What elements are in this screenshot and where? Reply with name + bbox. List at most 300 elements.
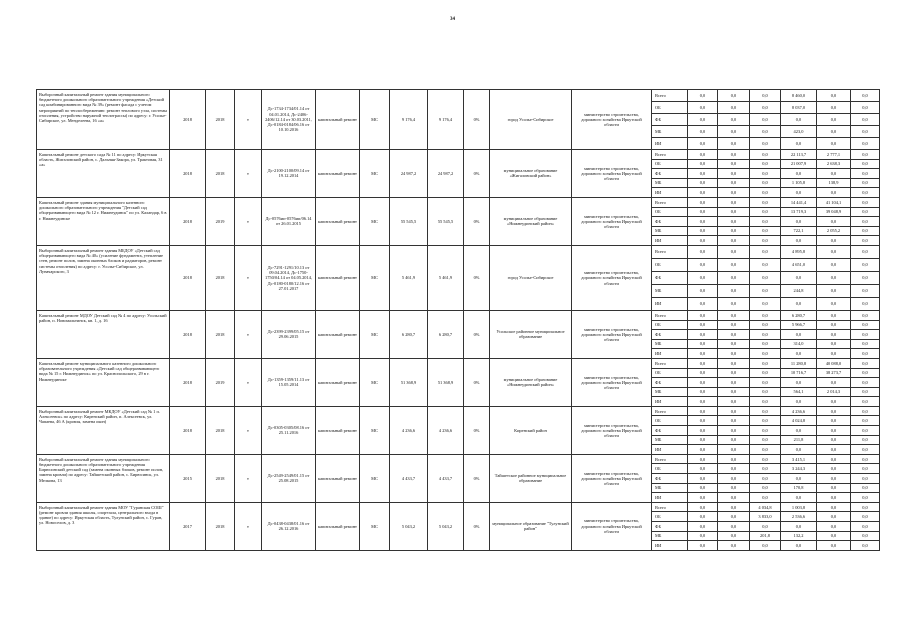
funding-value: 0,0: [851, 114, 880, 126]
end-year: 2018: [206, 150, 235, 198]
responsible-body: министерство строительства, дорожного хозяйства Иркутской области: [572, 454, 652, 502]
funding-value: 0,0: [781, 236, 817, 246]
estimated-cost: 5 043,2: [390, 502, 428, 550]
funding-value: 0,0: [851, 522, 880, 532]
funding-value: 0,0: [688, 102, 718, 114]
funding-value: 0,0: [718, 330, 750, 340]
funding-value: 0,0: [750, 358, 781, 368]
funding-source: ОБ: [652, 159, 688, 169]
funding-value: 0,0: [688, 502, 718, 512]
end-year: 2019: [206, 358, 235, 406]
project-description: Выборочный капитальный ремонт здания МБДОУ «Детский сад общеразвивающего вида № 40» (усиление фундамента, утепление стен, ремонт полов, замена оконных блоков и радиаторов, ремонт системы отопления) по адресу: г. Усолье-Сибирское, ул. Луначарского, 3: [37, 245, 170, 310]
end-year: 2018: [206, 90, 235, 150]
funding-value: 0,0: [817, 406, 851, 416]
funding-source: ИИ: [652, 188, 688, 198]
category-cell: МС: [360, 90, 390, 150]
funding-value: 0,0: [851, 339, 880, 349]
customer-cell: Тайшетское районное муниципальное образование: [490, 454, 572, 502]
funding-value: 0,0: [750, 126, 781, 138]
responsible-body: министерство строительства, дорожного хозяйства Иркутской области: [572, 197, 652, 245]
category-cell: МС: [360, 454, 390, 502]
remaining-cost: 5 461,9: [428, 245, 464, 310]
funding-value: 1 105,8: [781, 178, 817, 188]
funding-value: 0,0: [750, 454, 781, 464]
project-description: Выборочный капитальный ремонт здания муниципального бюджетного дошкольного образовательного учреждения «Детский сад комбинированного вида № 39» (ремонт фасада с учетом мероприятий по теплосбережению: ремонт теплового узла, системы отопления, устройство наружной теплотрассы) по адресу: г. Усолье-Сибирское, ул. Менделеева, 16 «а»: [37, 90, 170, 150]
customer-cell: Усольское районное муниципальное образование: [490, 310, 572, 358]
funding-value: 0,0: [851, 512, 880, 522]
funding-source: ФБ: [652, 330, 688, 340]
funding-value: 0,0: [688, 397, 718, 407]
funding-value: 0,0: [688, 349, 718, 359]
funding-value: 0,0: [750, 159, 781, 169]
funding-value: 0,0: [817, 349, 851, 359]
funding-value: 0,0: [688, 207, 718, 217]
funding-value: 0,0: [851, 320, 880, 330]
readiness-percent: 0%: [464, 406, 490, 454]
funding-value: 0,0: [851, 387, 880, 397]
end-year: 2018: [206, 502, 235, 550]
funding-value: 0,0: [817, 138, 851, 150]
funding-value: 0,0: [718, 320, 750, 330]
investment-program-table: [36, 89, 880, 551]
funding-value: 0,0: [851, 531, 880, 541]
work-type: капитальный ремонт: [316, 454, 360, 502]
funding-value: 0,0: [750, 138, 781, 150]
funding-value: 0,0: [750, 297, 781, 310]
funding-value: 0,0: [688, 320, 718, 330]
funding-source: Всего: [652, 90, 688, 102]
funding-value: 4 895,8: [781, 245, 817, 258]
customer-cell: муниципальное образование «Нижнеудинский район»: [490, 197, 572, 245]
work-type: капитальный ремонт: [316, 197, 360, 245]
funding-source: ОБ: [652, 207, 688, 217]
funding-value: 6 280,7: [781, 310, 817, 320]
funding-value: 0,0: [817, 245, 851, 258]
funding-value: 0,0: [750, 416, 781, 426]
funding-value: 0,0: [851, 330, 880, 340]
funding-value: 0,0: [781, 217, 817, 227]
funding-value: 0,0: [851, 188, 880, 198]
funding-value: 0,0: [851, 258, 880, 271]
funding-value: 0,0: [750, 339, 781, 349]
funding-value: 2 055,2: [817, 226, 851, 236]
table-row: [37, 150, 880, 160]
funding-value: 0,0: [718, 531, 750, 541]
funding-value: 0,0: [750, 406, 781, 416]
funding-value: 244,8: [781, 284, 817, 297]
funding-value: 0,0: [718, 245, 750, 258]
funding-value: 0,0: [851, 236, 880, 246]
funding-source: ФБ: [652, 114, 688, 126]
funding-value: 0,0: [817, 397, 851, 407]
responsible-body: министерство строительства, дорожного хозяйства Иркутской области: [572, 502, 652, 550]
funding-value: 0,0: [851, 178, 880, 188]
readiness-percent: 0%: [464, 197, 490, 245]
funding-value: 0,0: [718, 397, 750, 407]
funding-source: МБ: [652, 178, 688, 188]
project-description: Капитальный ремонт здания муниципального казенного дошкольного образовательного учреждения "Детский сад общеразвивающего вида № 12 г. Нижнеудинск" по ул. Каландар, 6 в г. Нижнеудинске: [37, 197, 170, 245]
funding-value: 0,0: [817, 126, 851, 138]
funding-value: 0,0: [781, 188, 817, 198]
funding-value: 0,0: [781, 349, 817, 359]
funding-source: ОБ: [652, 320, 688, 330]
funding-value: 13 719,3: [781, 207, 817, 217]
expertise-conclusion: Дс-0305-0305/08.16 от 25.11.2016: [262, 406, 316, 454]
funding-value: 0,0: [851, 197, 880, 207]
funding-value: 0,0: [817, 416, 851, 426]
funding-value: 0,0: [851, 474, 880, 484]
funding-value: 0,0: [817, 531, 851, 541]
funding-value: 0,0: [688, 284, 718, 297]
end-year: 2018: [206, 310, 235, 358]
funding-value: 0,0: [750, 426, 781, 436]
funding-value: 0,0: [718, 502, 750, 512]
table-body: [37, 90, 880, 551]
funding-value: 0,0: [718, 138, 750, 150]
funding-value: 0,0: [781, 297, 817, 310]
category-cell: МС: [360, 310, 390, 358]
funding-value: 0,0: [750, 330, 781, 340]
unit-cell: т: [235, 150, 262, 198]
funding-value: 0,0: [688, 90, 718, 102]
category-cell: МС: [360, 197, 390, 245]
funding-value: 0,0: [718, 483, 750, 493]
funding-value: 0,0: [817, 445, 851, 455]
funding-value: 0,0: [688, 512, 718, 522]
funding-value: 0,0: [718, 474, 750, 484]
funding-value: 0,0: [750, 378, 781, 388]
remaining-cost: 4 433,7: [428, 454, 464, 502]
funding-value: 0,0: [688, 387, 718, 397]
funding-value: 0,0: [750, 349, 781, 359]
unit-cell: т: [235, 197, 262, 245]
funding-value: 0,0: [750, 310, 781, 320]
funding-value: 4 651,0: [781, 258, 817, 271]
funding-value: 0,0: [688, 531, 718, 541]
funding-value: 0,0: [817, 102, 851, 114]
project-description: Выборочный капитальный ремонт МКДОУ «Детский сад № 1 п. Алексеевск» по адресу: Киренский район, п. Алексеевск, ул. Чапаева, 46 А (кровля, замена окон): [37, 406, 170, 454]
funding-value: 2 536,6: [781, 512, 817, 522]
funding-value: 0,0: [718, 512, 750, 522]
funding-value: 0,0: [851, 541, 880, 551]
funding-value: 0,0: [688, 178, 718, 188]
funding-value: 0,0: [688, 138, 718, 150]
responsible-body: министерство строительства, дорожного хозяйства Иркутской области: [572, 90, 652, 150]
funding-value: 0,0: [718, 159, 750, 169]
funding-value: 0,0: [688, 188, 718, 198]
funding-value: 0,0: [817, 522, 851, 532]
responsible-body: министерство строительства, дорожного хозяйства Иркутской области: [572, 150, 652, 198]
funding-source: ФБ: [652, 426, 688, 436]
funding-value: 0,0: [851, 271, 880, 284]
funding-value: 0,0: [688, 159, 718, 169]
funding-value: 0,0: [851, 406, 880, 416]
funding-source: ОБ: [652, 464, 688, 474]
funding-value: 0,0: [750, 226, 781, 236]
readiness-percent: 0%: [464, 358, 490, 406]
funding-source: ОБ: [652, 102, 688, 114]
start-year: 2018: [170, 197, 206, 245]
funding-value: 0,0: [718, 236, 750, 246]
remaining-cost: 24 987,2: [428, 150, 464, 198]
funding-value: 0,0: [718, 445, 750, 455]
funding-source: Всего: [652, 406, 688, 416]
funding-source: МБ: [652, 435, 688, 445]
funding-value: 0,0: [688, 236, 718, 246]
funding-value: 0,0: [817, 435, 851, 445]
remaining-cost: 5 043,2: [428, 502, 464, 550]
funding-value: 0,0: [718, 207, 750, 217]
funding-value: 2 638,3: [817, 159, 851, 169]
funding-value: 0,0: [688, 330, 718, 340]
funding-source: ФБ: [652, 217, 688, 227]
funding-value: 41 104,1: [817, 197, 851, 207]
funding-value: 0,0: [851, 297, 880, 310]
funding-value: 0,0: [688, 416, 718, 426]
funding-value: 0,0: [750, 483, 781, 493]
funding-value: 0,0: [718, 416, 750, 426]
remaining-cost: 6 280,7: [428, 310, 464, 358]
funding-value: 0,0: [750, 387, 781, 397]
project-description: Капитальный ремонт детского сада № 11 по адресу: Иркутская область, Жигаловский район, с. Дальняя-Закора, ул. Трактовая, 31 «а»: [37, 150, 170, 198]
category-cell: МС: [360, 245, 390, 310]
funding-value: 0,0: [750, 474, 781, 484]
table-row: [37, 310, 880, 320]
unit-cell: т: [235, 406, 262, 454]
end-year: 2018: [206, 454, 235, 502]
funding-source: Всего: [652, 310, 688, 320]
funding-value: 170,8: [781, 483, 817, 493]
funding-value: 0,0: [851, 454, 880, 464]
funding-value: 0,0: [688, 258, 718, 271]
funding-value: 0,0: [781, 493, 817, 503]
funding-value: 314,0: [781, 339, 817, 349]
funding-value: 0,0: [718, 349, 750, 359]
funding-value: 0,0: [851, 150, 880, 160]
funding-value: 0,0: [750, 102, 781, 114]
table-row: [37, 90, 880, 102]
funding-value: 0,0: [817, 90, 851, 102]
funding-value: 0,0: [851, 397, 880, 407]
funding-value: 0,0: [781, 378, 817, 388]
estimated-cost: 9 176,4: [390, 90, 428, 150]
funding-value: 0,0: [781, 271, 817, 284]
funding-value: 0,0: [750, 397, 781, 407]
funding-value: 4 034,8: [750, 502, 781, 512]
funding-value: 0,0: [750, 90, 781, 102]
unit-cell: т: [235, 245, 262, 310]
table-row: [37, 454, 880, 464]
funding-source: МБ: [652, 339, 688, 349]
unit-cell: т: [235, 502, 262, 550]
funding-value: 0,0: [851, 493, 880, 503]
table-row: [37, 358, 880, 368]
funding-value: 0,0: [781, 114, 817, 126]
expertise-conclusion: Дс-0438-0438/01.16 от 26.12.2016: [262, 502, 316, 550]
funding-source: ИИ: [652, 236, 688, 246]
funding-source: МБ: [652, 284, 688, 297]
funding-value: 0,0: [750, 522, 781, 532]
funding-value: 0,0: [750, 435, 781, 445]
funding-value: 0,0: [688, 339, 718, 349]
funding-value: 0,0: [718, 378, 750, 388]
funding-value: 0,0: [718, 126, 750, 138]
funding-value: 0,0: [688, 226, 718, 236]
remaining-cost: 55 545,5: [428, 197, 464, 245]
funding-value: 0,0: [817, 426, 851, 436]
funding-value: 40 088,0: [817, 358, 851, 368]
funding-value: 0,0: [817, 271, 851, 284]
estimated-cost: 6 280,7: [390, 310, 428, 358]
customer-cell: муниципальное образование «Нижнеудинский район»: [490, 358, 572, 406]
funding-source: ОБ: [652, 368, 688, 378]
start-year: 2018: [170, 358, 206, 406]
funding-value: 0,0: [718, 368, 750, 378]
funding-source: ИИ: [652, 297, 688, 310]
funding-value: 0,0: [718, 454, 750, 464]
funding-value: 0,0: [688, 197, 718, 207]
start-year: 2018: [170, 245, 206, 310]
customer-cell: Киренский район: [490, 406, 572, 454]
funding-source: Всего: [652, 150, 688, 160]
funding-value: 0,0: [817, 188, 851, 198]
funding-value: 0,0: [781, 522, 817, 532]
funding-value: 0,0: [750, 169, 781, 179]
funding-value: 211,8: [781, 435, 817, 445]
customer-cell: муниципальное образование «Жигаловский район»: [490, 150, 572, 198]
funding-value: 0,0: [718, 197, 750, 207]
funding-value: 21 007,9: [781, 159, 817, 169]
start-year: 2018: [170, 310, 206, 358]
funding-value: 0,0: [718, 387, 750, 397]
project-description: Капитальный ремонт МДОУ Детский сад № 4 по адресу: Усольский район, п. Новомальтинск, кв. 1, д. 16: [37, 310, 170, 358]
funding-source: ИИ: [652, 349, 688, 359]
funding-value: 4 236,6: [781, 406, 817, 416]
unit-cell: т: [235, 310, 262, 358]
funding-value: 0,0: [817, 483, 851, 493]
funding-source: Всего: [652, 502, 688, 512]
funding-value: 0,0: [718, 339, 750, 349]
start-year: 2015: [170, 454, 206, 502]
funding-value: 0,0: [817, 114, 851, 126]
readiness-percent: 0%: [464, 502, 490, 550]
estimated-cost: 5 461,9: [390, 245, 428, 310]
funding-value: 423,0: [781, 126, 817, 138]
funding-value: 0,0: [750, 368, 781, 378]
funding-value: 0,0: [851, 90, 880, 102]
funding-value: 0,0: [817, 169, 851, 179]
table-row: [37, 197, 880, 207]
funding-source: ОБ: [652, 416, 688, 426]
estimated-cost: 55 545,5: [390, 197, 428, 245]
funding-value: 38 273,7: [817, 368, 851, 378]
funding-value: 0,0: [851, 226, 880, 236]
work-type: капитальный ремонт: [316, 245, 360, 310]
funding-value: 0,0: [688, 493, 718, 503]
funding-value: 0,0: [817, 474, 851, 484]
funding-value: 0,0: [688, 126, 718, 138]
funding-value: 0,0: [851, 245, 880, 258]
funding-value: 0,0: [750, 236, 781, 246]
remaining-cost: 4 236,6: [428, 406, 464, 454]
funding-value: 0,0: [817, 378, 851, 388]
funding-value: 0,0: [851, 217, 880, 227]
funding-value: 0,0: [750, 284, 781, 297]
funding-value: 0,0: [851, 169, 880, 179]
funding-value: 0,0: [718, 271, 750, 284]
funding-source: Всего: [652, 197, 688, 207]
funding-value: 3 833,0: [750, 512, 781, 522]
funding-value: 0,0: [750, 217, 781, 227]
funding-source: МБ: [652, 483, 688, 493]
funding-value: 22 113,7: [781, 150, 817, 160]
funding-source: МБ: [652, 387, 688, 397]
funding-source: ИИ: [652, 445, 688, 455]
funding-value: 564,1: [781, 387, 817, 397]
funding-value: 0,0: [688, 358, 718, 368]
funding-value: 0,0: [817, 330, 851, 340]
funding-source: ОБ: [652, 512, 688, 522]
funding-value: 138,9: [817, 178, 851, 188]
expertise-conclusion: Дс-1734-1734/01.14 от 04.01.2014, Дс-2406-2406/12.14 от 30.03.2011, Дс-0184-0184/06.16 от 10.10.2016: [262, 90, 316, 150]
funding-value: 0,0: [688, 114, 718, 126]
funding-value: 0,0: [781, 474, 817, 484]
customer-cell: город Усолье-Сибирское: [490, 90, 572, 150]
funding-value: 0,0: [851, 310, 880, 320]
funding-value: 0,0: [688, 368, 718, 378]
expertise-conclusion: Дс-2549-2549/01.15 от 25.08.2015: [262, 454, 316, 502]
start-year: 2018: [170, 90, 206, 150]
unit-cell: т: [235, 454, 262, 502]
funding-value: 0,0: [851, 464, 880, 474]
readiness-percent: 0%: [464, 454, 490, 502]
readiness-percent: 0%: [464, 245, 490, 310]
funding-value: 0,0: [851, 138, 880, 150]
funding-value: 0,0: [781, 169, 817, 179]
category-cell: МС: [360, 358, 390, 406]
funding-source: Всего: [652, 454, 688, 464]
funding-value: 0,0: [750, 445, 781, 455]
funding-value: 0,0: [750, 541, 781, 551]
funding-value: 0,0: [750, 150, 781, 160]
work-type: капитальный ремонт: [316, 150, 360, 198]
funding-value: 0,0: [817, 217, 851, 227]
unit-cell: т: [235, 358, 262, 406]
work-type: капитальный ремонт: [316, 90, 360, 150]
funding-value: 0,0: [851, 426, 880, 436]
funding-value: 1 003,8: [781, 502, 817, 512]
funding-value: 0,0: [750, 464, 781, 474]
funding-source: ОБ: [652, 258, 688, 271]
funding-value: 0,0: [781, 397, 817, 407]
funding-value: 0,0: [750, 493, 781, 503]
funding-value: 8 460,0: [781, 90, 817, 102]
funding-value: 0,0: [817, 310, 851, 320]
funding-value: 0,0: [817, 320, 851, 330]
funding-value: 39 048,9: [817, 207, 851, 217]
funding-source: ФБ: [652, 169, 688, 179]
funding-value: 8 037,0: [781, 102, 817, 114]
funding-value: 0,0: [851, 502, 880, 512]
funding-value: 0,0: [718, 522, 750, 532]
start-year: 2018: [170, 150, 206, 198]
funding-value: 0,0: [851, 159, 880, 169]
funding-value: 0,0: [688, 217, 718, 227]
funding-value: 2 777,1: [817, 150, 851, 160]
work-type: капитальный ремонт: [316, 502, 360, 550]
funding-value: 0,0: [718, 114, 750, 126]
expertise-conclusion: Дс-2100-2100/09.14 от 19.12.2014: [262, 150, 316, 198]
